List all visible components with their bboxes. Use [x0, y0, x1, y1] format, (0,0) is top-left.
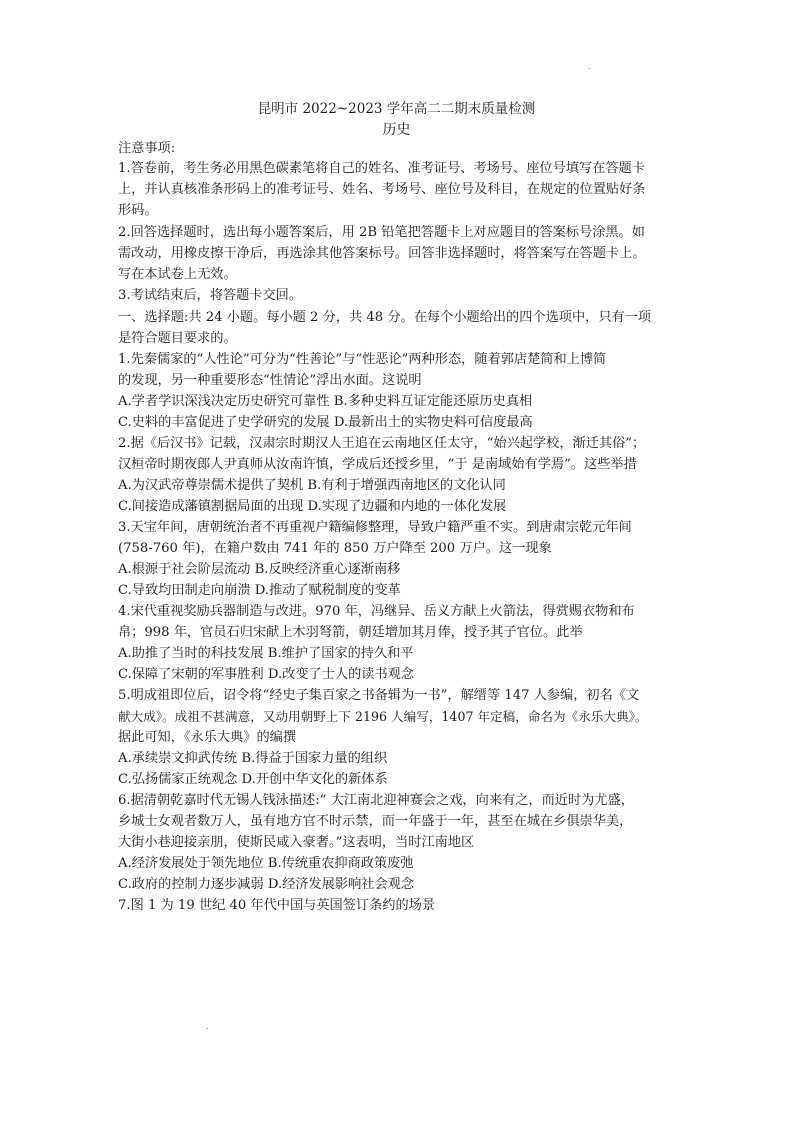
question-3-options-cd: C.导致均田制走向崩溃 D.推动了赋税制度的变革 [118, 583, 401, 598]
notice-1-line-3: 形码。 [118, 203, 158, 218]
notice-heading: 注意事项: [118, 141, 176, 156]
question-3-stem-2: (758-760 年)，在籍户数由 741 年的 850 万户降至 200 万户。这一现象 [118, 541, 552, 556]
question-1-stem: 1.先秦儒家的“人性论”可分为“性善论”与“性恶论”两种形态，随着郭店楚简和上博简 [118, 352, 607, 367]
question-2-options-ab: A.为汉武帝尊崇儒术提供了契机 B.有利于增强西南地区的文化认同 [118, 478, 506, 493]
question-1-stem-2: 的发现，另一种重要形态“性情论”浮出水面。这说明 [118, 373, 422, 388]
question-4-stem: 4.宋代重视奖励兵器制造与改进。970 年，冯继异、岳义方献上火箭法，得赏赐衣物和布 [118, 604, 635, 619]
notice-1-line-2: 上，并认真核准条形码上的准考证号、姓名、考场号、座位号及科目，在规定的位置贴好条 [118, 182, 646, 197]
question-3-stem: 3.天宝年间，唐朝统治者不再重视户籍编修整理，导致户籍严重不实。到唐肃宗乾元年间 [118, 520, 632, 535]
question-5-stem-2: 献大成》。成祖不甚满意，又动用朝野上下 2196 人编写，1407 年定稿，命名为《永乐大典》。 [118, 709, 648, 724]
question-4-stem-2: 帛；998 年，官员石归宋献上木羽弩箭，朝廷增加其月俸，授予其子官位。此举 [118, 625, 583, 640]
exam-title: 昆明市 2022~2023 学年高二二期末质量检测 [257, 101, 536, 117]
question-5-options-cd: C.弘扬儒家正统观念 D.开创中华文化的新体系 [118, 772, 388, 787]
question-1-options-ab: A.学者学识深浅决定历史研究可靠性 B.多种史料互证定能还原历史真相 [118, 394, 533, 409]
question-2-stem: 2.据《后汉书》记载，汉肃宗时期汉人王追在云南地区任太守，“始兴起学校，渐迁其俗”； [118, 436, 646, 451]
question-3-options-ab: A.根源于社会阶层流动 B.反映经济重心逐渐南移 [118, 562, 401, 577]
question-2-stem-2: 汉桓帝时期夜郎人尹真师从汝南许慎，学成后还授乡里，“于 是南域始有学焉”。这些举措 [118, 457, 637, 472]
notice-2-line-2: 需改动，用橡皮擦干净后，再选涂其他答案标号。回答非选择题时，将答案写在答题卡上。 [118, 246, 646, 261]
section-1-line-2: 是符合题目要求的。 [118, 331, 237, 346]
question-4-options-ab: A.助推了当时的科技发展 B.维护了国家的持久和平 [118, 646, 414, 661]
section-1-line-1: 一、选择题:共 24 小题。每小题 2 分，共 48 分。在每个小题给出的四个选项中，只有一项 [118, 310, 652, 325]
speck-bottom: . [206, 1022, 209, 1031]
notice-2-line-1: 2.回答选择题时，选出每小题答案后，用 2B 铅笔把答题卡上对应题目的答案标号涂黑。如 [118, 225, 645, 240]
speck-top: . [588, 62, 591, 71]
question-4-options-cd: C.保障了宋朝的军事胜利 D.改变了士人的读书观念 [118, 667, 415, 682]
question-6-stem-3: 大街小巷迎接亲朋，使斯民咸入豪奢。”这表明，当时江南地区 [118, 835, 475, 850]
exam-subject: 历史 [382, 122, 411, 138]
notice-1-line-1: 1.答卷前，考生务必用黑色碳素笔将自己的姓名、准考证号、考场号、座位号填写在答题卡 [118, 161, 645, 176]
question-2-options-cd: C.间接造成藩镇割据局面的出现 D.实现了边疆和内地的一体化发展 [118, 499, 507, 514]
question-5-options-ab: A.承续崇文抑武传统 B.得益于国家力量的组织 [118, 751, 388, 766]
question-6-stem: 6.据清朝乾嘉时代无锡人钱泳描述:“ 大江南北迎神赛会之戏，向来有之，而近时为尤盛， [118, 793, 634, 808]
question-5-stem: 5.明成祖即位后，诏令将“经史子集百家之书备辑为一书”，解缙等 147 人参编，初名《文 [118, 688, 640, 703]
notice-2-line-3: 写在本试卷上无效。 [118, 267, 237, 282]
question-5-stem-3: 据此可知，《永乐大典》的编撰 [118, 730, 297, 745]
question-6-stem-2: 乡城士女观者数万人，虽有地方官不时示禁，而一年盛于一年，甚至在城在乡俱崇华美， [118, 814, 633, 829]
question-6-options-ab: A.经济发展处于领先地位 B.传统重农抑商政策废弛 [118, 856, 414, 871]
notice-3: 3.考试结束后，将答题卡交回。 [118, 288, 303, 303]
question-1-options-cd: C.史料的丰富促进了史学研究的发展 D.最新出土的实物史料可信度最高 [118, 415, 533, 430]
question-7-stem: 7.图 1 为 19 世纪 40 年代中国与英国签订条约的场景 [118, 898, 436, 913]
question-6-options-cd: C.政府的控制力逐步减弱 D.经济发展影响社会观念 [118, 877, 415, 892]
